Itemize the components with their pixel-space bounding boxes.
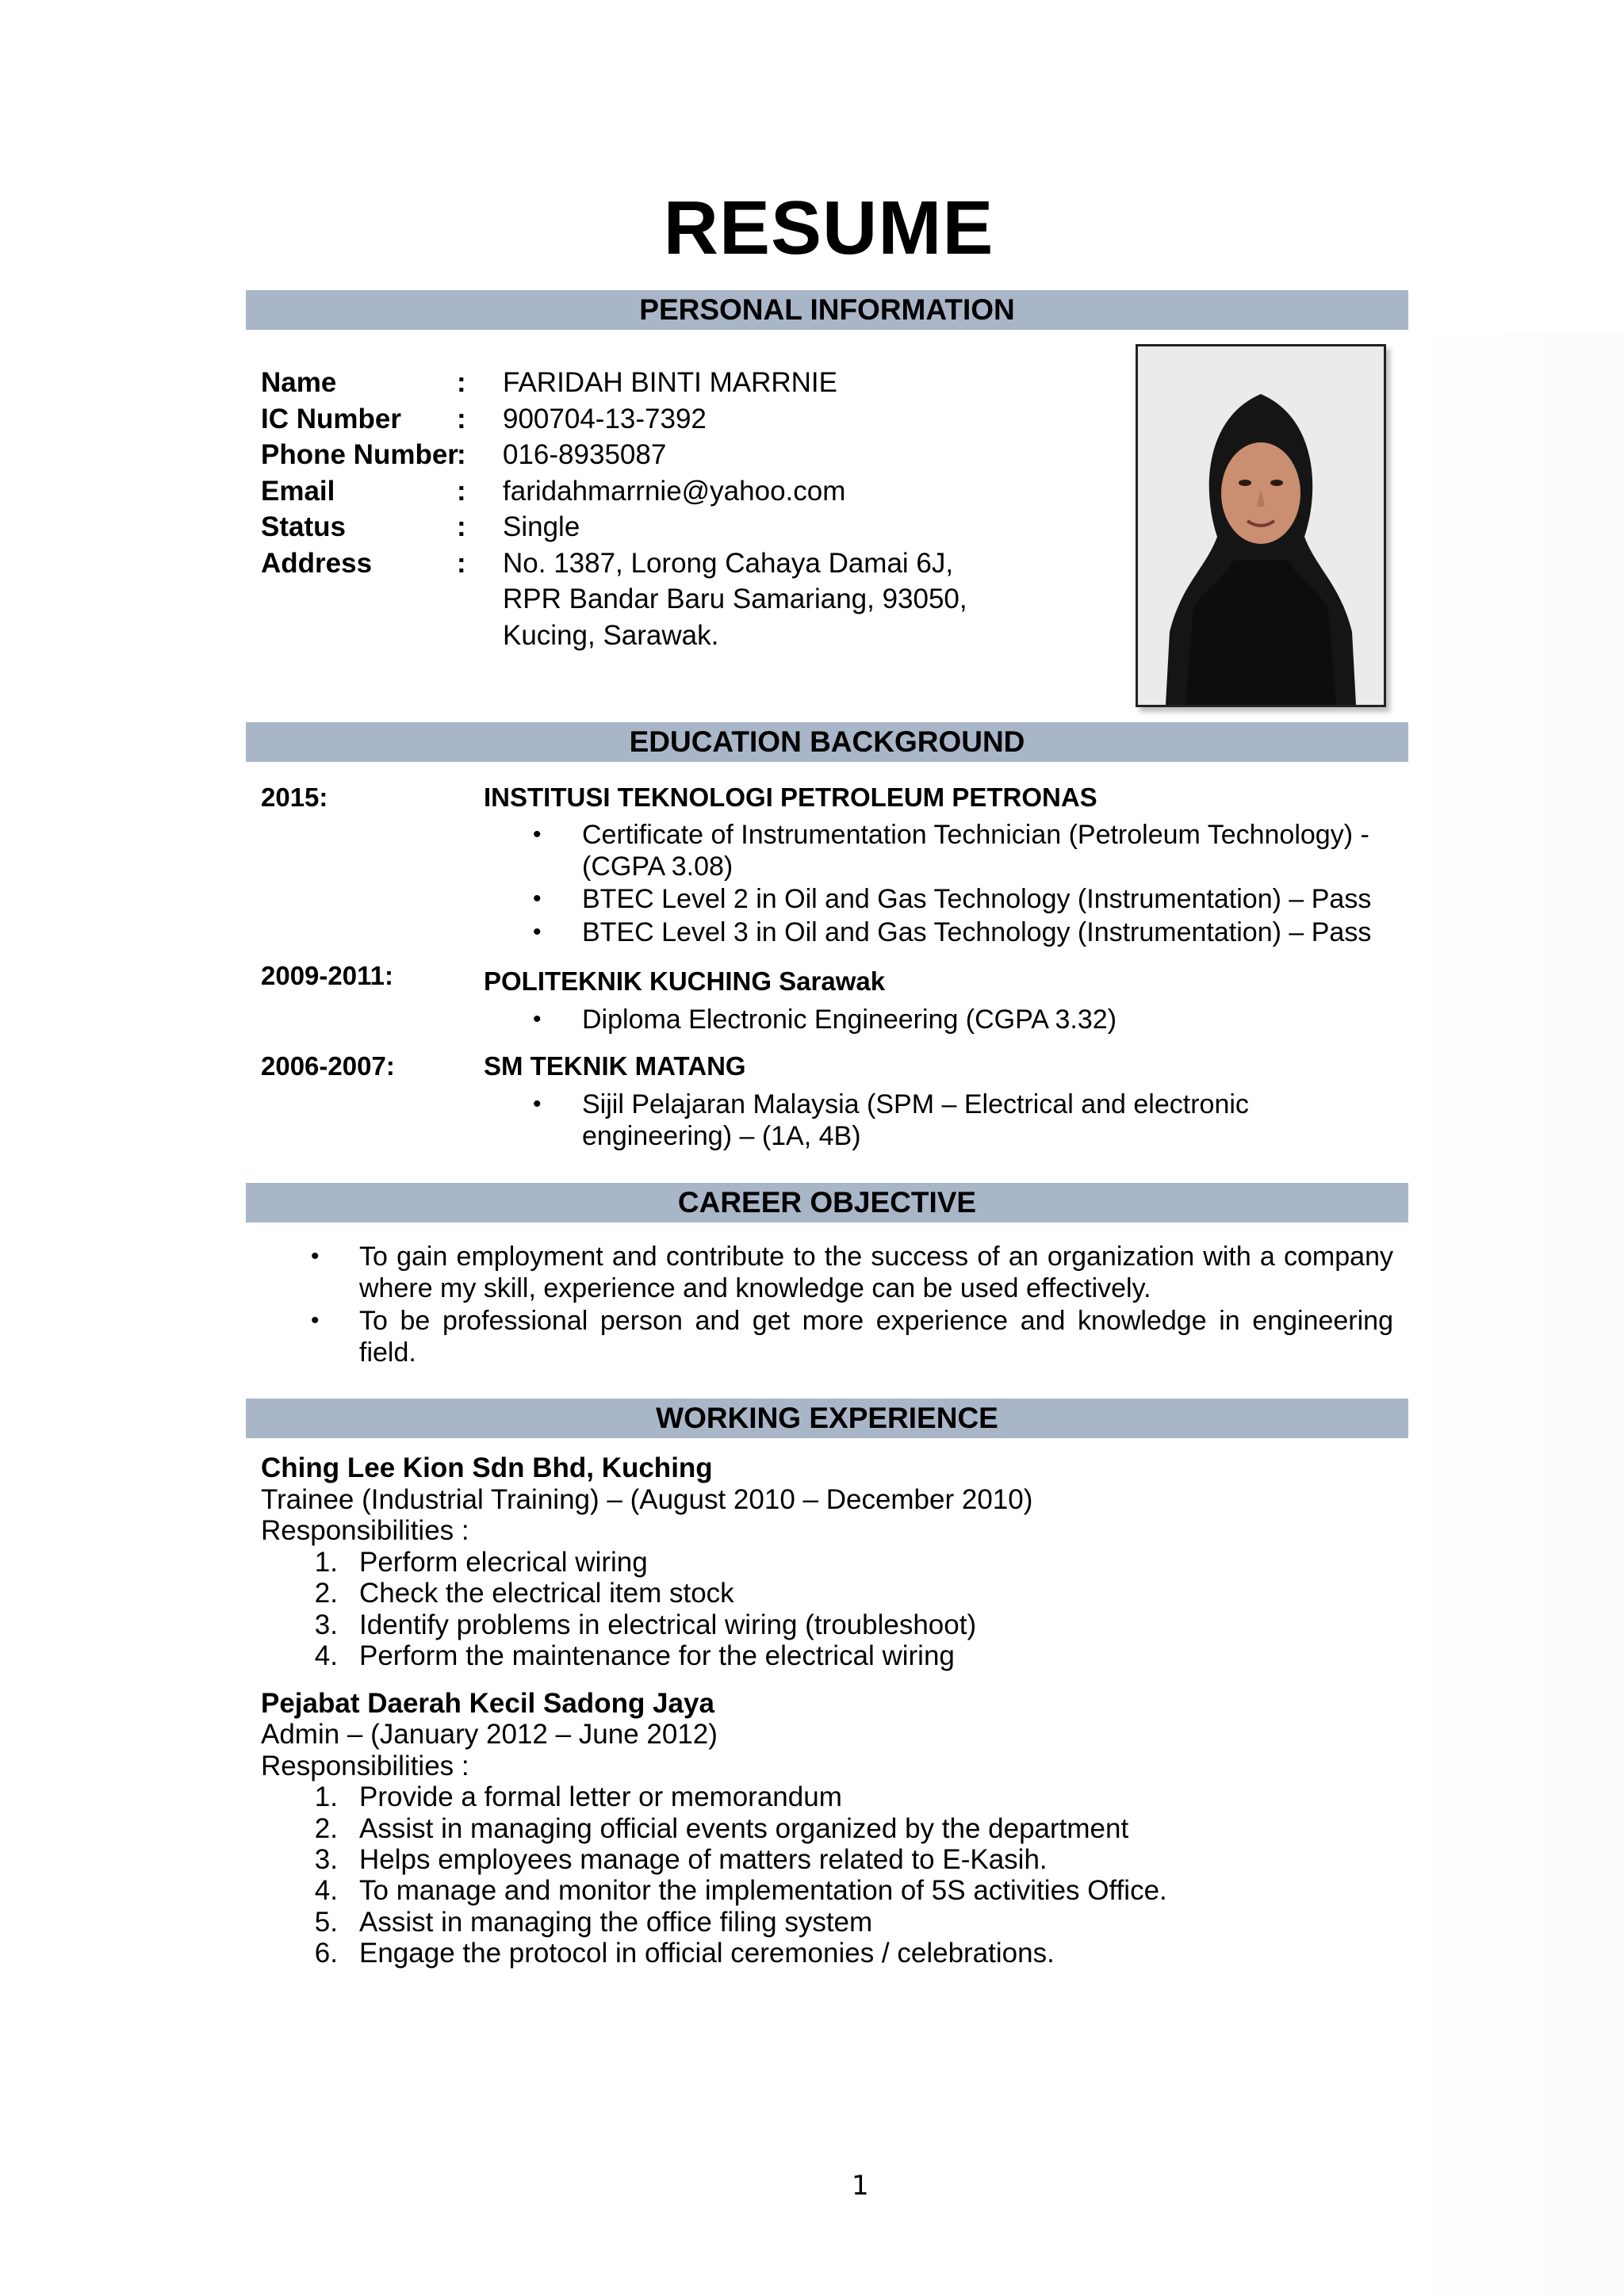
company-name: Ching Lee Kion Sdn Bhd, Kuching <box>261 1452 713 1483</box>
company-name: Pejabat Daerah Kecil Sadong Jaya <box>261 1688 714 1719</box>
responsibility-item: Assist in managing the office filing system <box>359 1907 873 1938</box>
responsibility-item: Check the electrical item stock <box>359 1578 734 1609</box>
education-item: BTEC Level 2 in Oil and Gas Technology (Instrumentation) – Pass <box>582 884 1372 914</box>
page-shade <box>1408 333 1624 2296</box>
objective-item: To be professional person and get more experience and knowledge in engineering field. <box>359 1306 1393 1368</box>
list-number: 4. <box>314 1875 338 1906</box>
list-number: 1. <box>314 1781 338 1812</box>
job-role: Admin – (January 2012 – June 2012) <box>261 1719 718 1750</box>
colon: : <box>457 367 466 398</box>
bullet: • <box>533 1091 542 1117</box>
list-number: 5. <box>314 1907 338 1938</box>
list-number: 1. <box>314 1547 338 1578</box>
bullet: • <box>533 919 542 945</box>
label-phone-number: Phone Number <box>261 439 458 470</box>
education-item: Diploma Electronic Engineering (CGPA 3.32) <box>582 1004 1117 1035</box>
bullet: • <box>533 886 542 912</box>
responsibility-item: Identify problems in electrical wiring (troubleshoot) <box>359 1609 977 1640</box>
section-career-objective: CAREER OBJECTIVE <box>246 1183 1408 1223</box>
profile-photo <box>1136 344 1386 707</box>
value-status: Single <box>503 511 580 542</box>
list-number: 3. <box>314 1609 338 1640</box>
job-role: Trainee (Industrial Training) – (August 2010 – December 2010) <box>261 1484 1033 1515</box>
section-working-experience: WORKING EXPERIENCE <box>246 1399 1408 1438</box>
education-year: 2009-2011: <box>261 961 393 990</box>
responsibility-item: Engage the protocol in official ceremonies / celebrations. <box>359 1938 1055 1969</box>
education-school: SM TEKNIK MATANG <box>484 1051 746 1081</box>
colon: : <box>457 548 466 579</box>
value-address-line-3: Kucing, Sarawak. <box>503 620 719 651</box>
bullet: • <box>311 1243 320 1269</box>
bullet: • <box>311 1307 320 1334</box>
label-email: Email <box>261 476 335 507</box>
colon: : <box>457 404 466 434</box>
responsibility-item: Assist in managing official events organized by the department <box>359 1813 1129 1844</box>
section-education-background: EDUCATION BACKGROUND <box>246 722 1408 762</box>
education-year: 2006-2007: <box>261 1051 395 1081</box>
responsibilities-label: Responsibilities : <box>261 1751 469 1781</box>
education-school: INSTITUSI TEKNOLOGI PETROLEUM PETRONAS <box>484 783 1097 812</box>
list-number: 6. <box>314 1938 338 1969</box>
responsibility-item: To manage and monitor the implementation of 5S activities Office. <box>359 1875 1167 1906</box>
education-school: POLITEKNIK KUCHING Sarawak <box>484 966 886 996</box>
label-address: Address <box>261 548 373 579</box>
value-name: FARIDAH BINTI MARRNIE <box>503 367 837 398</box>
value-address-line-1: No. 1387, Lorong Cahaya Damai 6J, <box>503 548 954 579</box>
list-number: 4. <box>314 1640 338 1671</box>
objective-item: To gain employment and contribute to the success of an organization with a company where my skill, experience and knowledge can be used effectively. <box>359 1242 1393 1303</box>
label-ic-number: IC Number <box>261 404 401 434</box>
responsibility-item: Helps employees manage of matters related to E-Kasih. <box>359 1844 1048 1875</box>
label-status: Status <box>261 511 346 542</box>
education-item: BTEC Level 3 in Oil and Gas Technology (Instrumentation) – Pass <box>582 917 1372 947</box>
list-number: 3. <box>314 1844 338 1875</box>
bullet: • <box>533 1006 542 1032</box>
value-phone-number: 016-8935087 <box>503 439 667 470</box>
education-item: Certificate of Instrumentation Technician (Petroleum Technology) - (CGPA 3.08) <box>582 820 1369 882</box>
colon: : <box>457 511 466 542</box>
colon: : <box>457 439 466 470</box>
portrait-photo-icon <box>1138 346 1384 705</box>
colon: : <box>457 476 466 507</box>
responsibility-item: Perform the maintenance for the electrical wiring <box>359 1640 955 1671</box>
responsibilities-label: Responsibilities : <box>261 1515 469 1546</box>
section-personal-information: PERSONAL INFORMATION <box>246 290 1408 330</box>
responsibility-item: Provide a formal letter or memorandum <box>359 1781 842 1812</box>
value-address-line-2: RPR Bandar Baru Samariang, 93050, <box>503 584 967 614</box>
page-number: 1 <box>852 2170 869 2202</box>
responsibility-item: Perform elecrical wiring <box>359 1547 648 1578</box>
list-number: 2. <box>314 1578 338 1609</box>
label-name: Name <box>261 367 337 398</box>
education-year: 2015: <box>261 783 328 812</box>
value-ic-number: 900704-13-7392 <box>503 404 707 434</box>
education-item: Sijil Pelajaran Malaysia (SPM – Electrical and electronic engineering) – (1A, 4B) <box>582 1089 1249 1151</box>
value-email: faridahmarrnie@yahoo.com <box>503 476 846 507</box>
resume-title: RESUME <box>663 186 994 270</box>
bullet: • <box>533 821 542 848</box>
list-number: 2. <box>314 1813 338 1844</box>
